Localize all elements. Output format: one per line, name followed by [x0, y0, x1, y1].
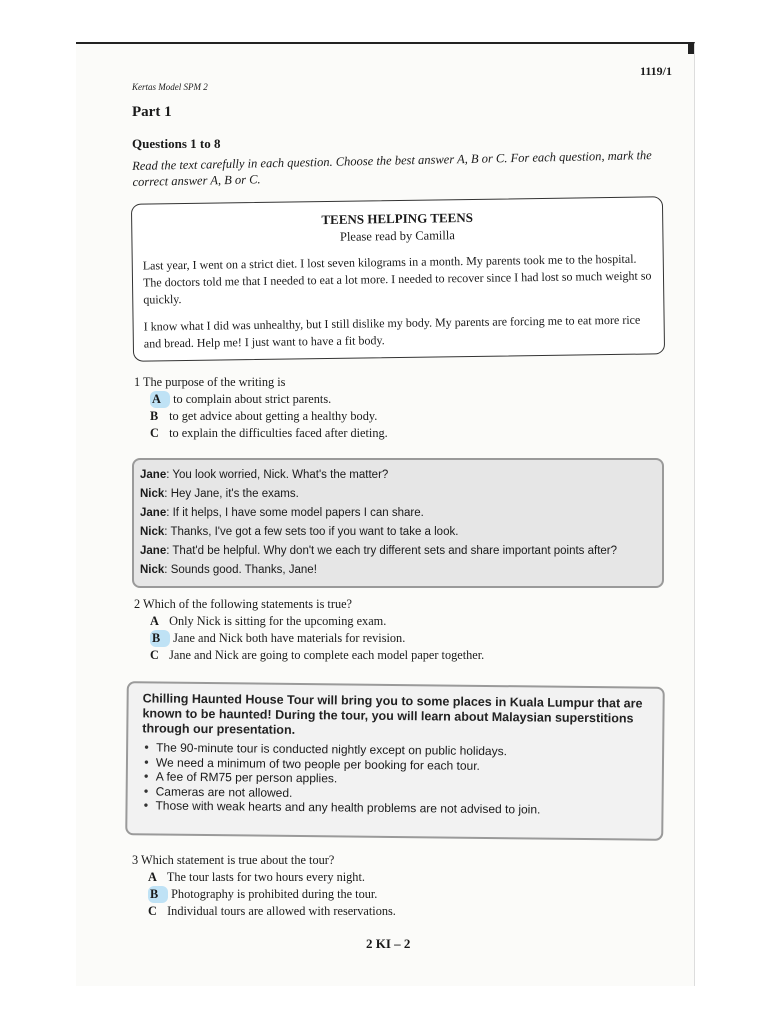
question-stem: [134, 596, 664, 613]
text1-paragraph: Last year, I went on a strict diet. I lost seven kilograms in a month. My parents took me to the hospital. The doctors told me that I needed to eat a lot more. I needed to recover since I had lost so much weight so quickly.: [142, 251, 652, 307]
part-heading: Part 1: [132, 104, 172, 120]
speaker-name: Nick: [140, 488, 165, 500]
text1-box: [131, 196, 665, 361]
notice-points: [127, 740, 662, 818]
option-letter: B: [150, 409, 159, 423]
option-a[interactable]: [132, 869, 662, 886]
paper-code: 1119/1: [639, 64, 672, 78]
option-letter: B: [150, 630, 170, 647]
exam-page: [76, 42, 695, 986]
option-text: Jane and Nick are going to complete each model paper together.: [169, 648, 485, 662]
text1-title: TEENS HELPING TEENS: [321, 209, 473, 228]
option-letter: C: [150, 648, 159, 662]
dialogue-text: You look worried, Nick. What's the matter?: [172, 469, 389, 481]
speaker-name: Nick: [140, 526, 165, 538]
page-footer: 2 KI – 2: [366, 936, 411, 951]
dialogue-line: Nick: Hey Jane, it's the exams.: [140, 488, 299, 500]
option-text: to explain the difficulties faced after dieting.: [169, 426, 388, 440]
series-label: Kertas Model SPM 2: [132, 82, 208, 92]
option-c[interactable]: [134, 647, 664, 664]
option-letter: A: [150, 614, 159, 628]
question-number: 1: [134, 375, 141, 389]
option-letter: C: [148, 904, 157, 918]
option-letter: A: [150, 391, 170, 408]
dialogue-line: Nick: Thanks, I've got a few sets too if you want to take a look.: [140, 526, 459, 538]
page-corner-mark: [688, 44, 694, 54]
question-1: [134, 374, 654, 442]
dialogue-text: Sounds good. Thanks, Jane!: [170, 564, 317, 576]
notice-point: ● The 90-minute tour is conducted nightly except on public holidays.: [156, 740, 662, 760]
dialogue-text: Thanks, I've got a few sets too if you want to take a look.: [170, 526, 459, 538]
speaker-name: Jane: [140, 545, 167, 557]
question-number: 2: [134, 597, 141, 611]
option-text: to complain about strict parents.: [173, 392, 332, 406]
question-2: [134, 596, 664, 664]
questions-range: Questions 1 to 8: [132, 136, 221, 151]
option-text: Jane and Nick both have materials for revision.: [173, 631, 406, 645]
notice-point: ● Those with weak hearts and any health problems are not advised to join.: [155, 798, 661, 818]
dialogue-line: Nick: Sounds good. Thanks, Jane!: [140, 564, 317, 576]
option-text: to get advice about getting a healthy body.: [169, 409, 378, 423]
dialogue-text: Hey Jane, it's the exams.: [170, 488, 299, 500]
question-text: Which statement is true about the tour?: [141, 853, 335, 867]
text1-byline: Please read by Camilla: [339, 228, 455, 244]
dialogue-text: If it helps, I have some model papers I can share.: [172, 507, 424, 519]
question-text: The purpose of the writing is: [143, 375, 286, 389]
notice-point: ● Cameras are not allowed.: [156, 784, 662, 804]
option-letter: A: [148, 870, 157, 884]
option-text: Only Nick is sitting for the upcoming exam.: [169, 614, 387, 628]
option-a[interactable]: [134, 613, 664, 630]
option-b[interactable]: [134, 408, 654, 425]
text1-paragraph: I know what I did was unhealthy, but I still dislike my body. My parents are forcing me to eat more rice and bread. Help me! I just want to have a fit body.: [143, 312, 641, 351]
option-letter: C: [150, 426, 159, 440]
dialogue-text: That'd be helpful. Why don't we each try different sets and share important points after?: [172, 545, 618, 557]
option-c[interactable]: [132, 903, 662, 920]
notice-point: ● A fee of RM75 per person applies.: [156, 769, 662, 789]
option-b[interactable]: [134, 630, 664, 647]
notice-intro: Chilling Haunted House Tour will bring you to some places in Kuala Lumpur that are known to be haunted! During the tour, you will learn about Malaysian superstitions through our presentation.: [142, 691, 643, 737]
question-stem: [132, 852, 662, 869]
dialogue-line: Jane: You look worried, Nick. What's the matter?: [140, 469, 389, 481]
speaker-name: Nick: [140, 564, 165, 576]
question-stem: [134, 374, 654, 391]
dialogue-line: Jane: That'd be helpful. Why don't we each try different sets and share important points after?: [140, 545, 618, 557]
notice-point: ● We need a minimum of two people per booking for each tour.: [156, 755, 662, 775]
tour-notice-box: [125, 681, 665, 841]
option-letter: B: [148, 886, 168, 903]
instructions: Read the text carefully in each question. Choose the best answer A, B or C. For each question, mark the correct answer A, B or C.: [132, 148, 652, 189]
speaker-name: Jane: [140, 507, 167, 519]
option-a[interactable]: [134, 391, 654, 408]
speaker-name: Jane: [140, 469, 167, 481]
dialogue-box: [132, 458, 664, 588]
option-b[interactable]: [132, 886, 662, 903]
option-text: Individual tours are allowed with reservations.: [167, 904, 396, 918]
option-c[interactable]: [134, 425, 654, 442]
question-number: 3: [132, 853, 139, 867]
option-text: The tour lasts for two hours every night.: [166, 870, 365, 884]
question-text: Which of the following statements is true?: [143, 597, 353, 611]
question-3: [132, 852, 662, 920]
dialogue-line: Jane: If it helps, I have some model papers I can share.: [140, 507, 424, 519]
option-text: Photography is prohibited during the tour.: [171, 887, 378, 901]
